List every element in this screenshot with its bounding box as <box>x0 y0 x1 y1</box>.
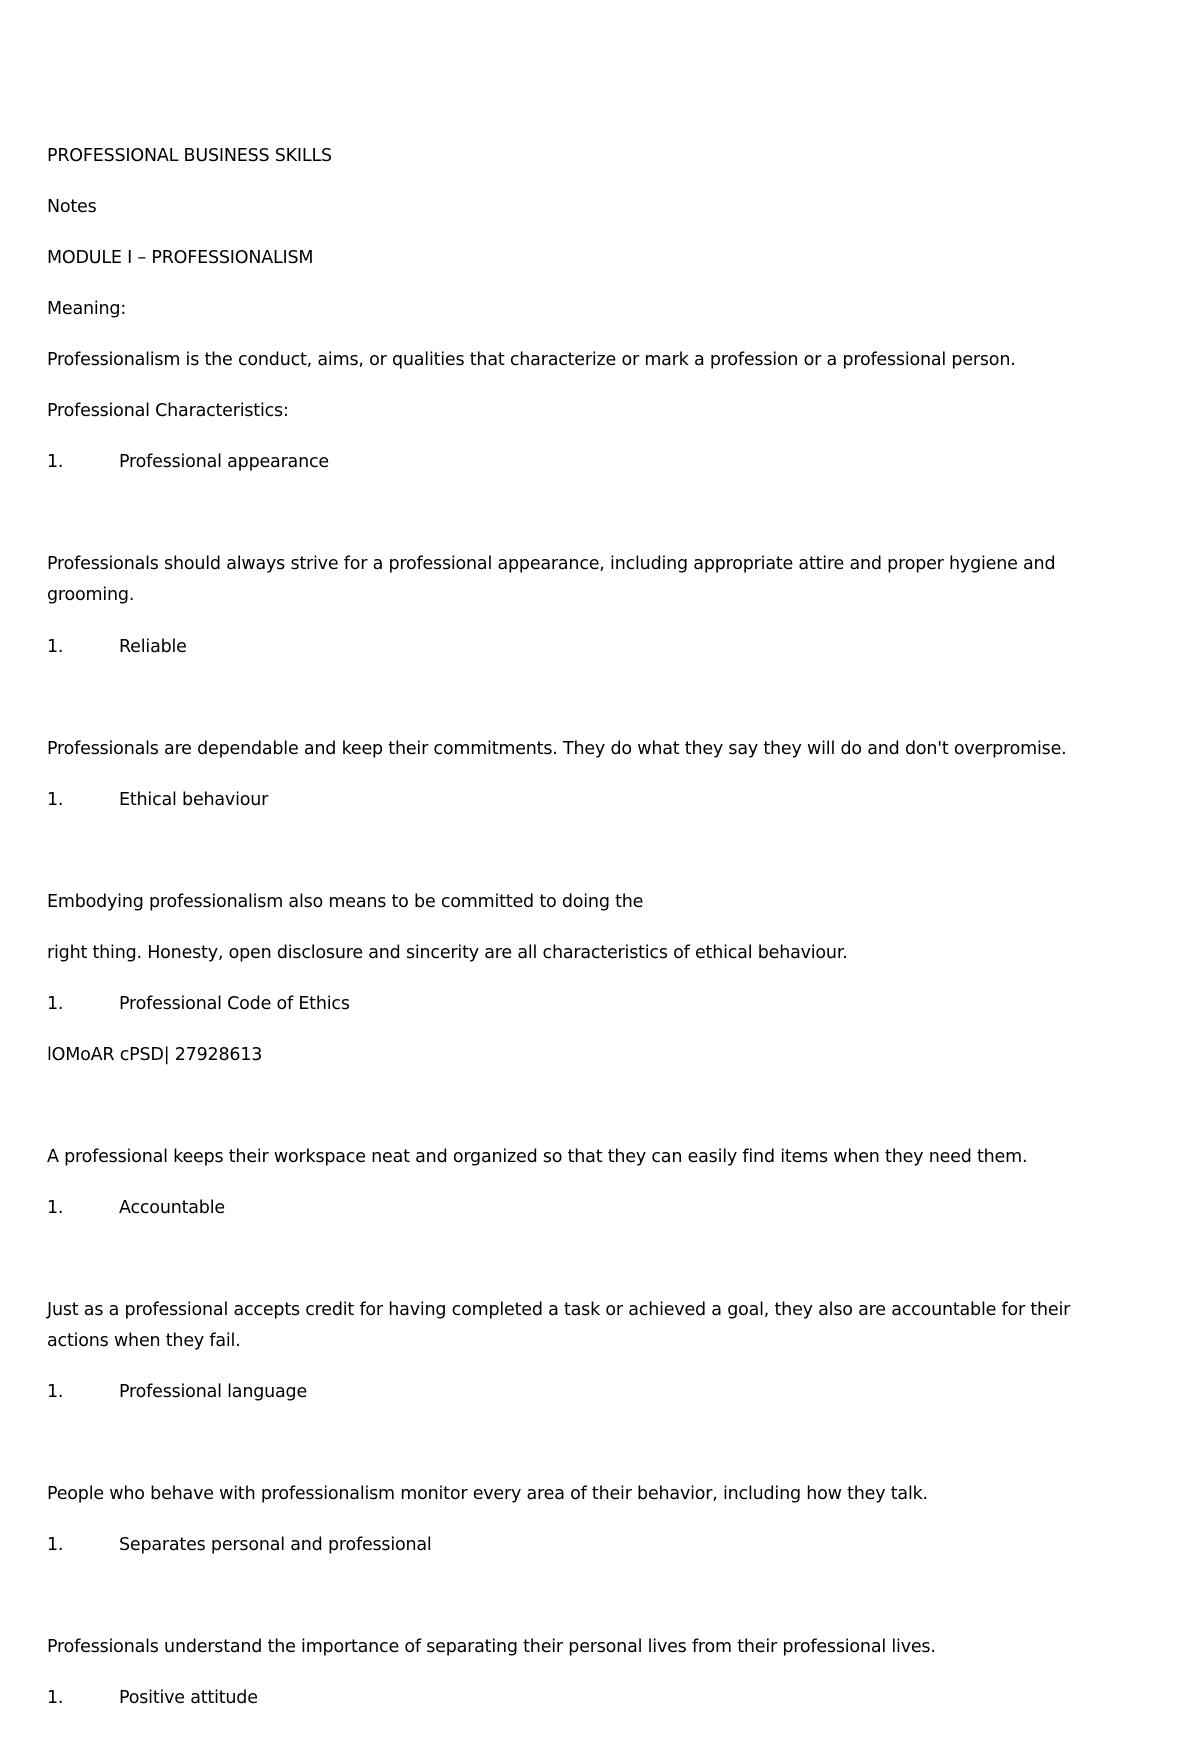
list-item-label: Reliable <box>119 637 187 657</box>
list-item-label: Professional language <box>119 1382 308 1402</box>
list-item-text: A professional keeps their workspace neat and organized so that they can easily find items when they need them. <box>47 1147 1028 1167</box>
document-title: PROFESSIONAL BUSINESS SKILLS <box>47 146 332 166</box>
list-item-number: 1. <box>47 637 64 657</box>
list-item-number: 1. <box>47 452 64 472</box>
list-item-number: 1. <box>47 1382 64 1402</box>
list-item-text: Professionals understand the importance of separating their personal lives from their professional lives. <box>47 1637 936 1657</box>
list-item-text: Just as a professional accepts credit for having completed a task or achieved a goal, they also are accountable for their actions when they fail. <box>47 1300 1071 1351</box>
list-item-heading <box>47 989 350 1020</box>
list-item-heading <box>47 632 187 663</box>
list-item-label: Positive attitude <box>119 1688 258 1708</box>
list-item-label: Separates personal and professional <box>119 1535 432 1555</box>
document-subtitle: Notes <box>47 197 97 217</box>
list-item-number: 1. <box>47 790 64 810</box>
list-item-number: 1. <box>47 1688 64 1708</box>
list-item-heading <box>47 1377 307 1408</box>
watermark-id: lOMoAR cPSD| 27928613 <box>47 1045 263 1065</box>
meaning-text: Professionalism is the conduct, aims, or qualities that characterize or mark a profession or a professional person. <box>47 350 1016 370</box>
characteristics-label: Professional Characteristics: <box>47 401 289 421</box>
list-item-number: 1. <box>47 1198 64 1218</box>
list-item-heading <box>47 1193 225 1224</box>
list-item-text-continued: right thing. Honesty, open disclosure and sincerity are all characteristics of ethical behaviour. <box>47 943 848 963</box>
list-item-heading <box>47 447 329 478</box>
list-item-label: Professional Code of Ethics <box>119 994 350 1014</box>
list-item-label: Professional appearance <box>119 452 329 472</box>
module-heading: MODULE I – PROFESSIONALISM <box>47 248 314 268</box>
list-item-heading <box>47 1683 258 1714</box>
list-item-text: Embodying professionalism also means to be committed to doing the <box>47 892 644 912</box>
list-item-label: Accountable <box>119 1198 225 1218</box>
meaning-label: Meaning: <box>47 299 127 319</box>
list-item-text: Professionals should always strive for a professional appearance, including appropriate attire and proper hygiene and grooming. <box>47 554 1056 605</box>
list-item-label: Ethical behaviour <box>119 790 269 810</box>
list-item-heading <box>47 785 268 816</box>
list-item-text: Professionals are dependable and keep their commitments. They do what they say they will do and don't overpromise. <box>47 739 1067 759</box>
list-item-text: People who behave with professionalism monitor every area of their behavior, including how they talk. <box>47 1484 928 1504</box>
list-item-heading <box>47 1530 432 1561</box>
list-item-number: 1. <box>47 994 64 1014</box>
list-item-number: 1. <box>47 1535 64 1555</box>
